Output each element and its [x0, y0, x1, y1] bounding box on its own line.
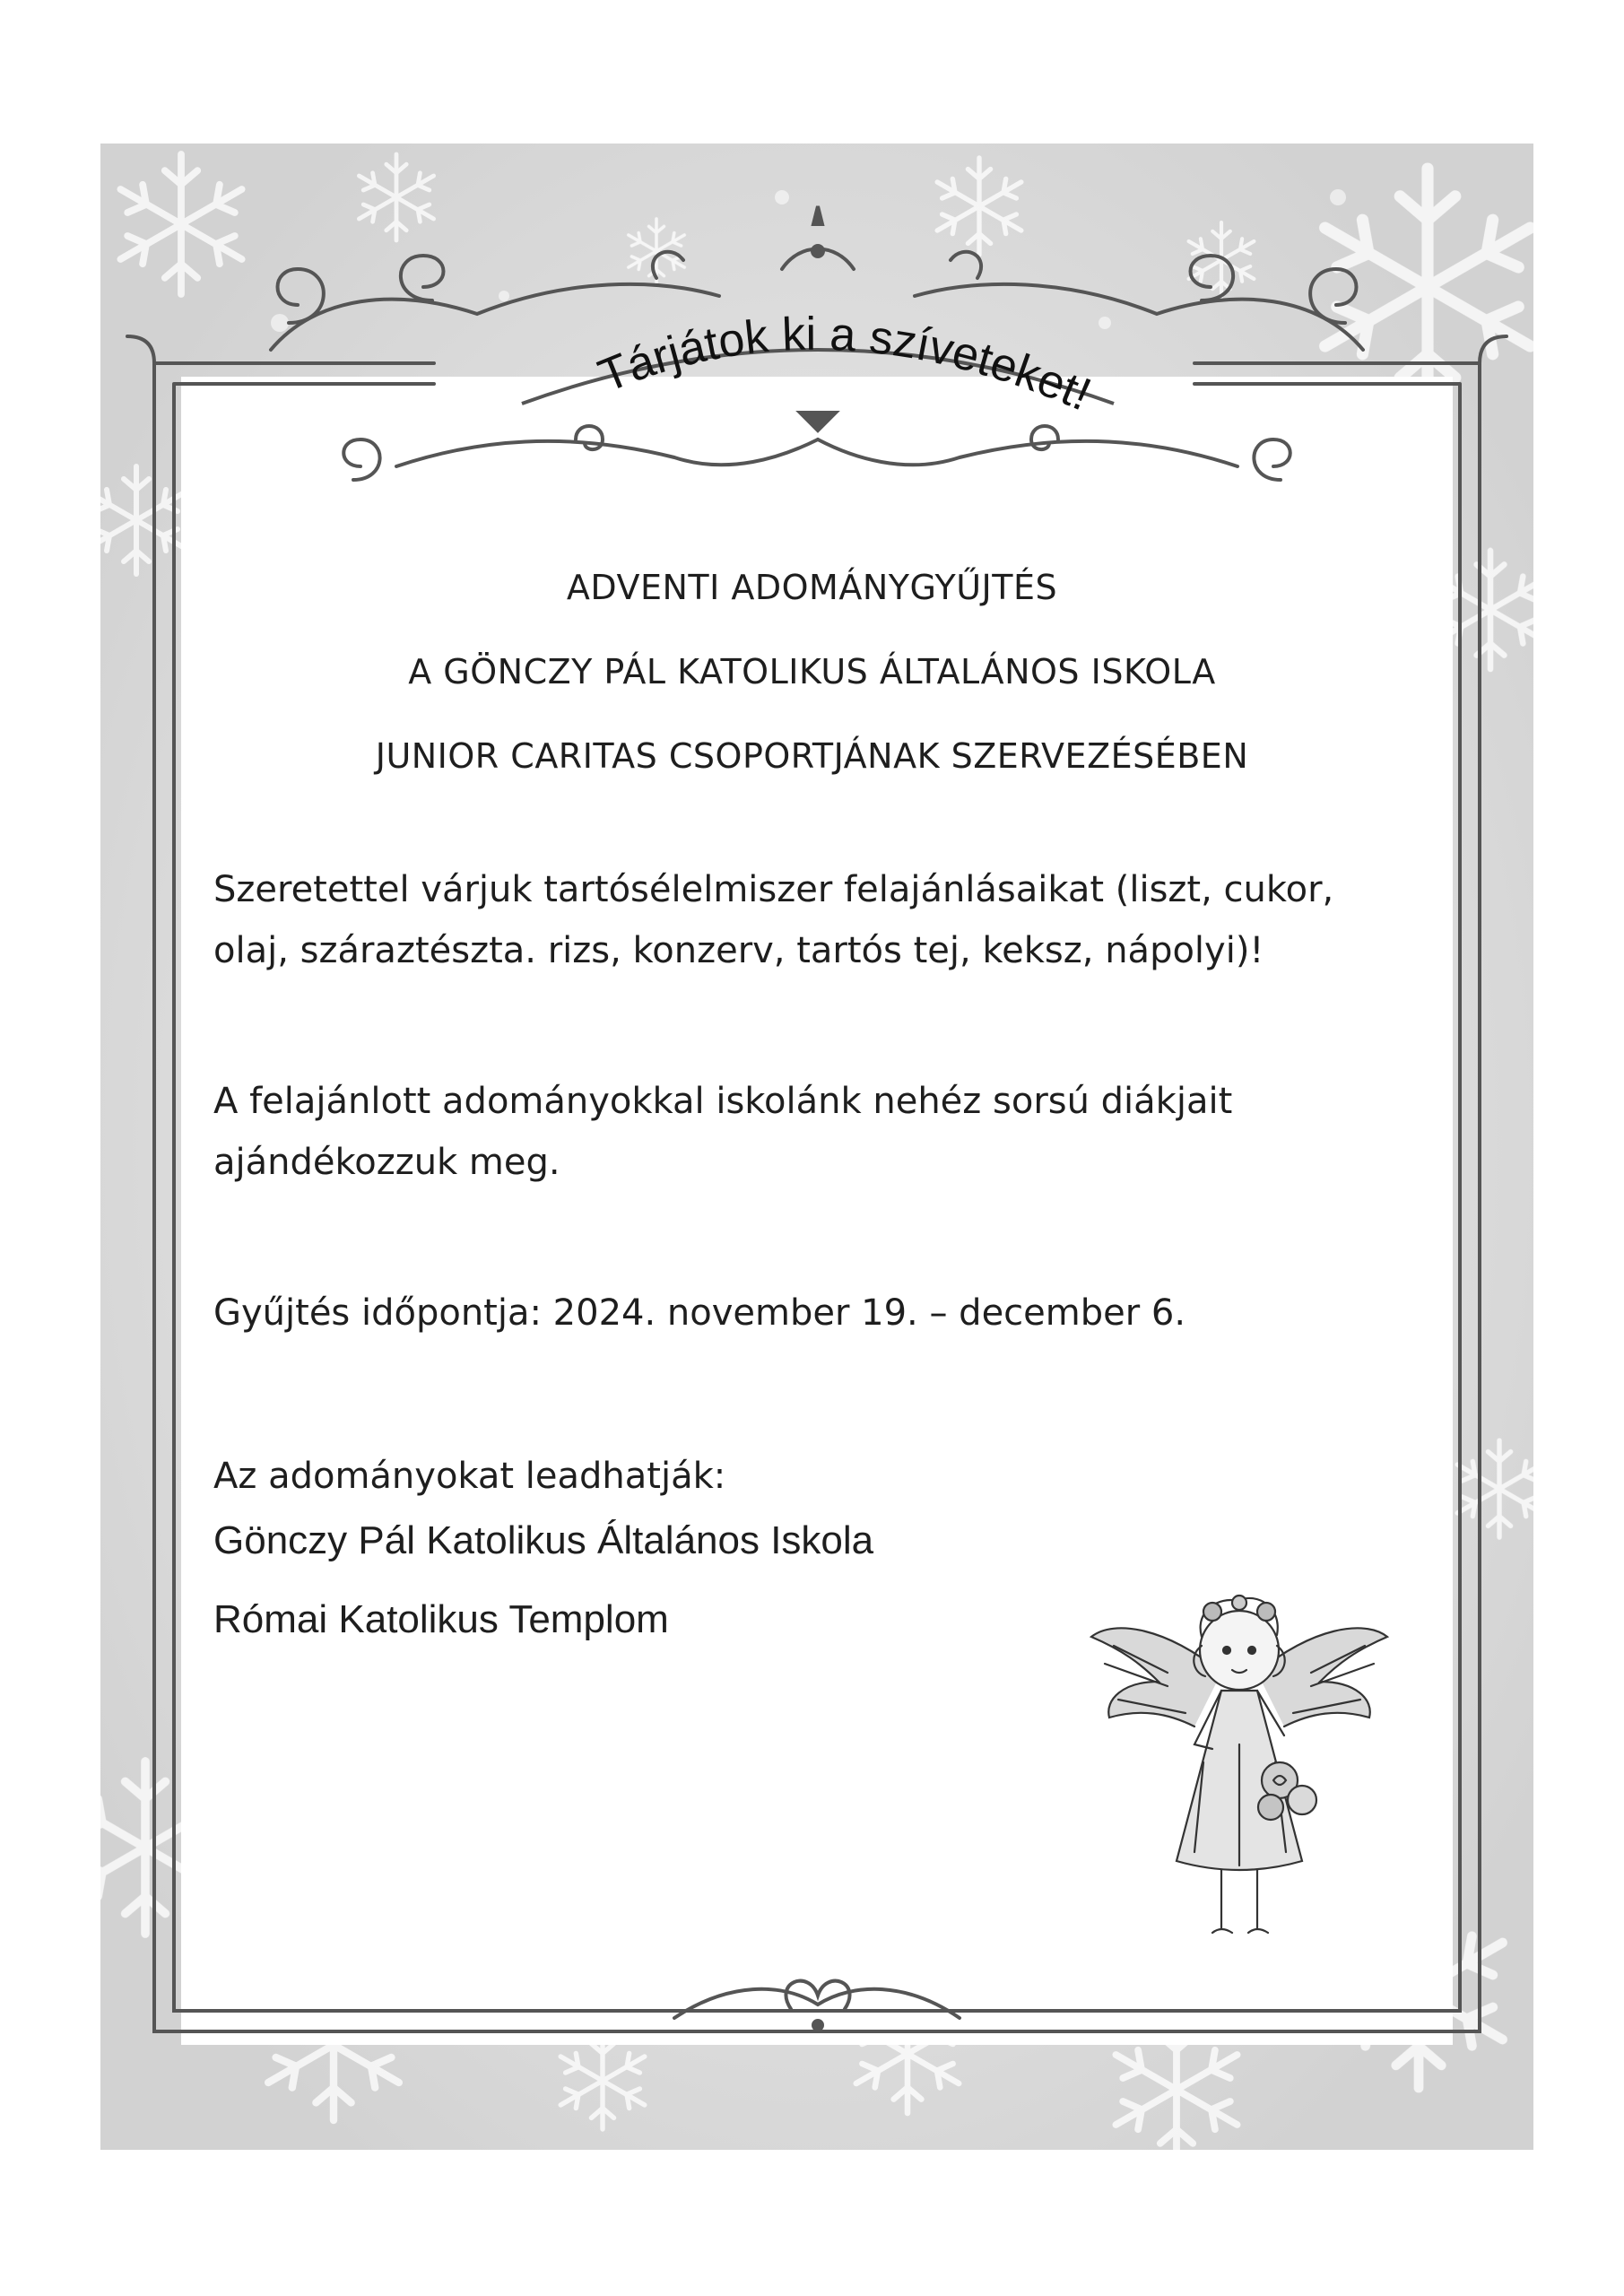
collection-period: Gyűjtés időpontja: 2024. november 19. – december 6. [213, 1292, 1186, 1334]
slogan-text: Tárjátok ki a szíveteket! [591, 308, 1099, 422]
purpose-line-1: A felajánlott adományokkal iskolánk nehéz sorsú diákjait [213, 1081, 1233, 1122]
purpose-line-2: ajándékozzuk meg. [213, 1142, 560, 1183]
headings-block [0, 545, 1624, 798]
dropoff-location-church: Római Katolikus Templom [213, 1597, 669, 1641]
dropoff-location-school: Gönczy Pál Katolikus Általános Iskola [213, 1518, 874, 1562]
dropoff-locations-list [213, 1501, 1469, 1659]
dropoff-heading: Az adományokat leadhatják: [213, 1456, 726, 1497]
purpose-paragraph [213, 1071, 1469, 1193]
donation-request-paragraph [213, 859, 1469, 981]
heading-line-2: A GÖNCZY PÁL KATOLIKUS ÁLTALÁNOS ISKOLA [408, 652, 1216, 691]
donation-request-line-1: Szeretettel várjuk tartósélelmiszer felajánlásaikat (liszt, cukor, [213, 869, 1334, 910]
heading-line-1: ADVENTI ADOMÁNYGYŰJTÉS [566, 568, 1058, 607]
heading-line-3: JUNIOR CARITAS CSOPORTJÁNAK SZERVEZÉSÉBEN [375, 736, 1249, 776]
donation-request-line-2: olaj, száraztészta. rizs, konzerv, tartós tej, keksz, nápolyi)! [213, 930, 1264, 971]
